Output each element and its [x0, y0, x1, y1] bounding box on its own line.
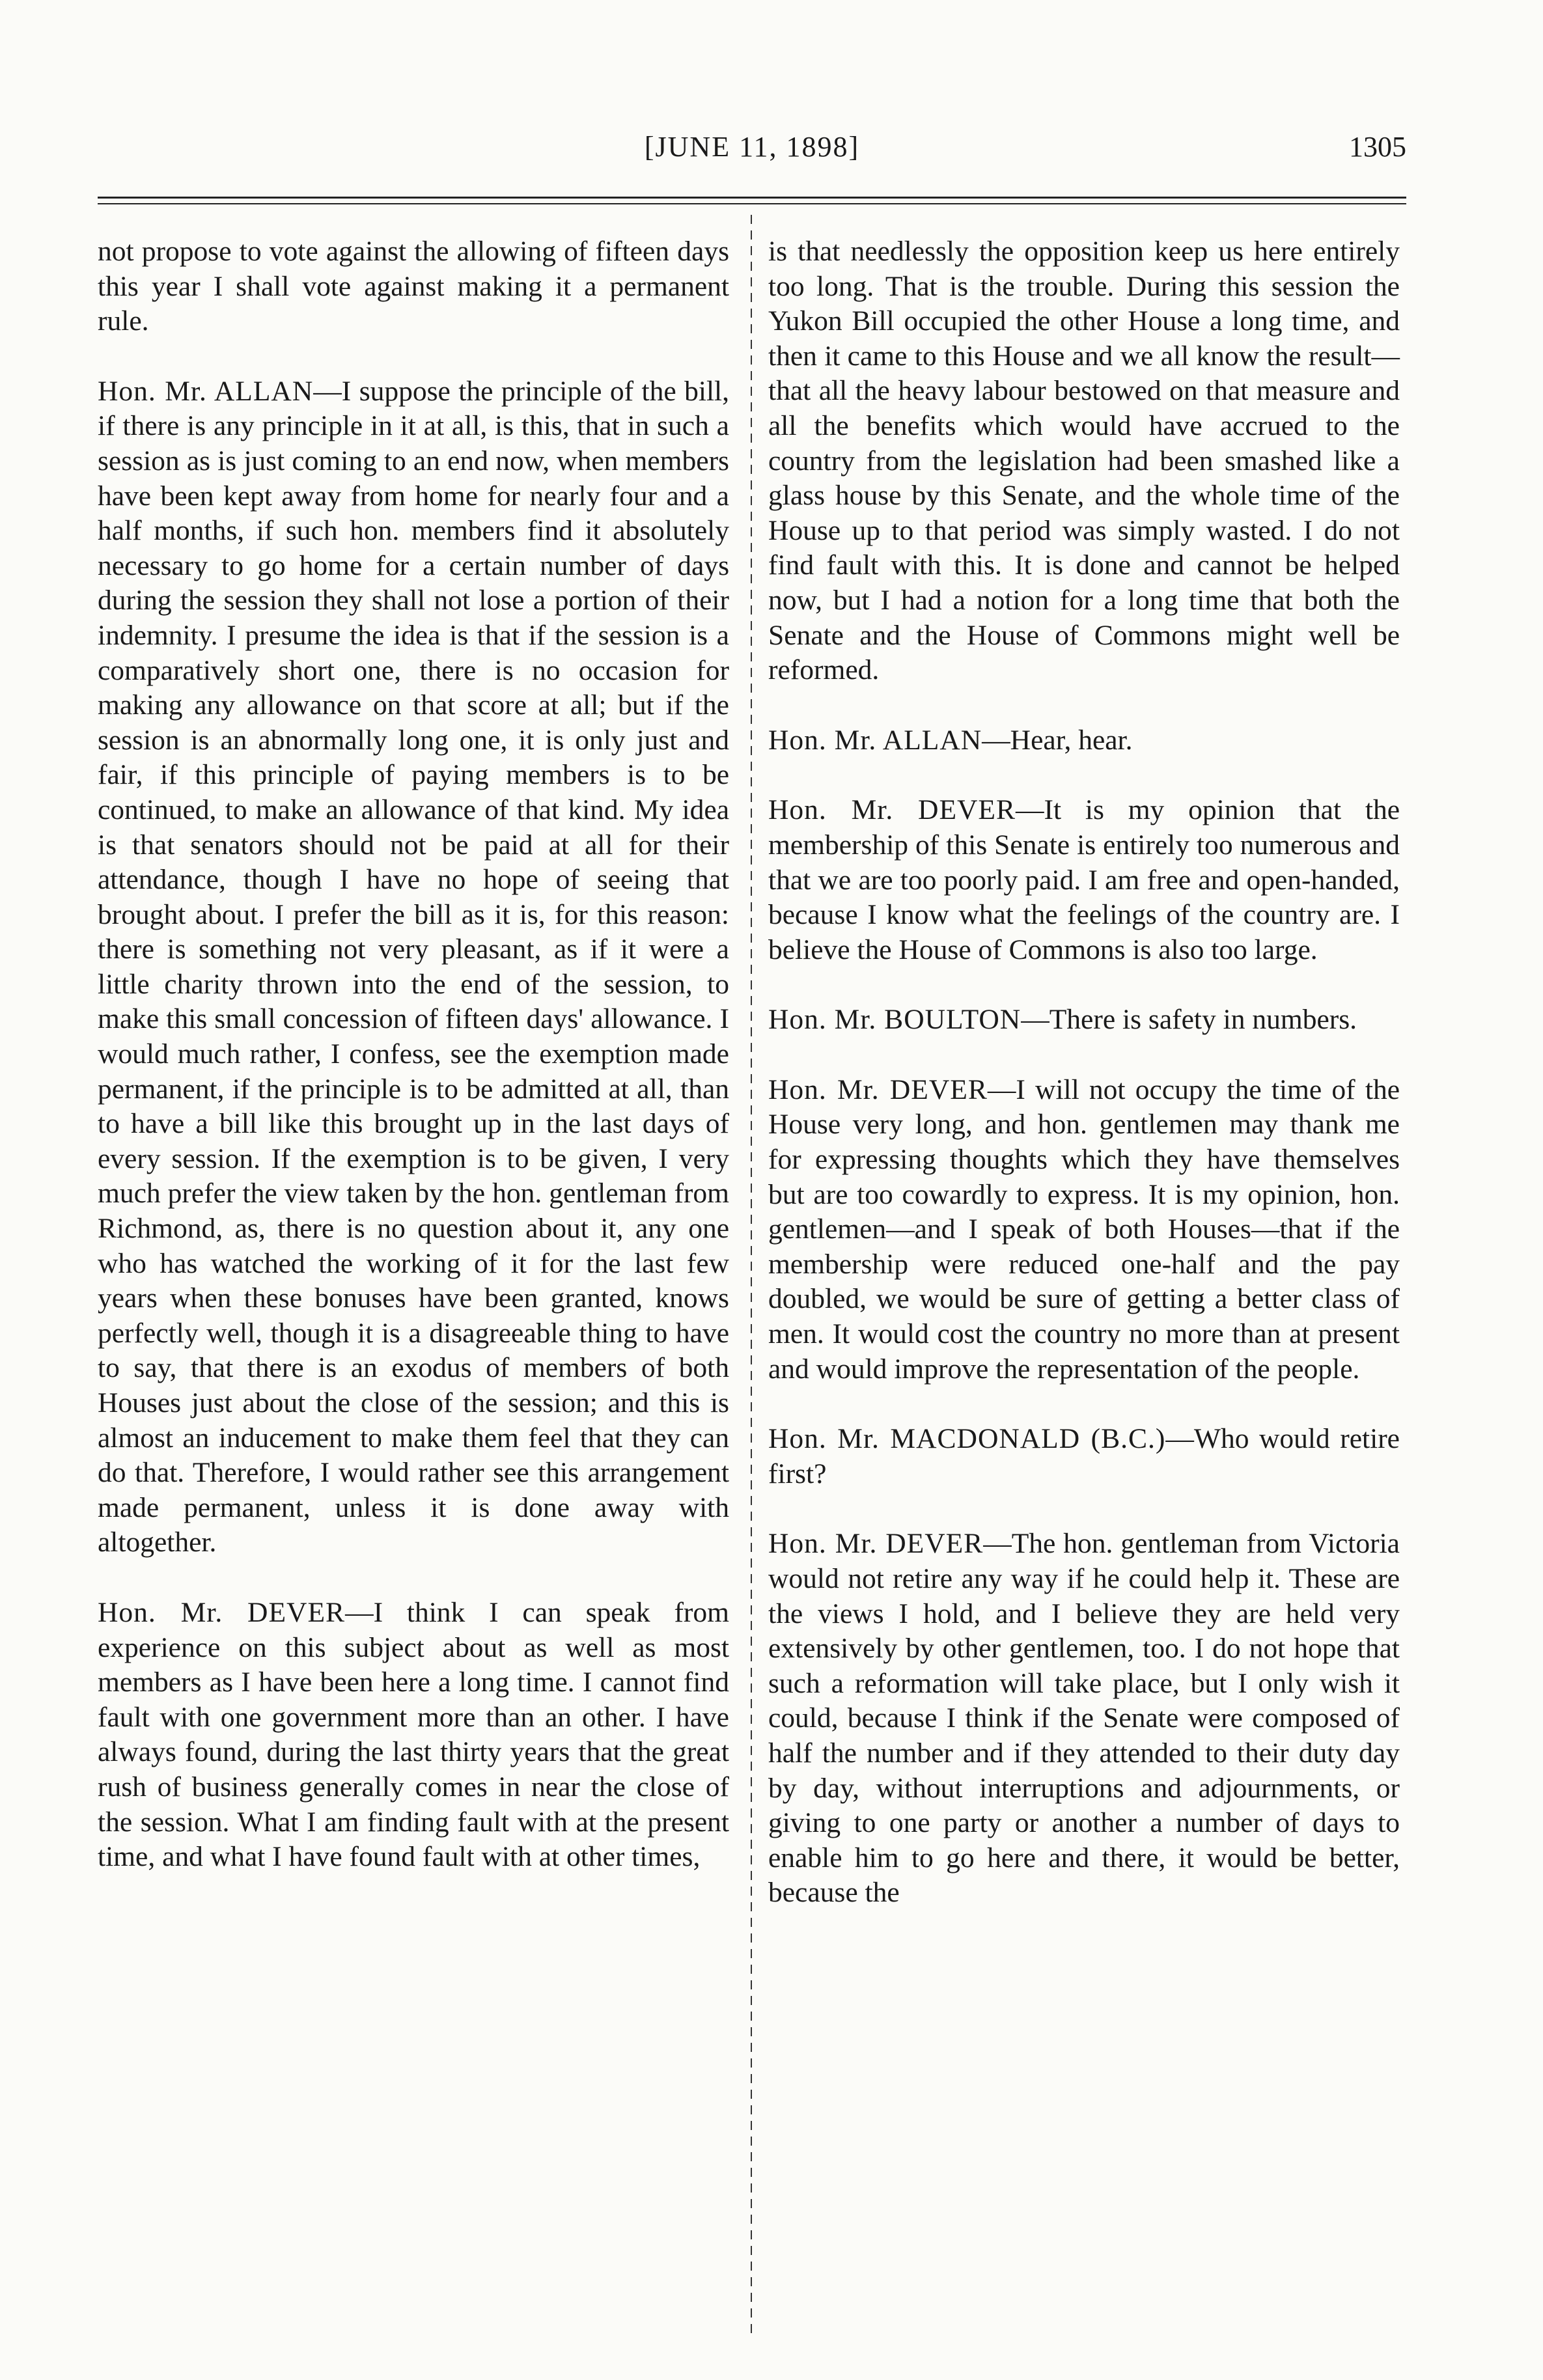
paragraph-dever: [768, 793, 1400, 967]
page-number: 1305: [1349, 131, 1406, 163]
paragraph-dever: [98, 1596, 729, 1875]
paragraph-allan: [98, 374, 729, 1560]
speaker-name: Hon. Mr. DEVER: [768, 1528, 984, 1560]
right-column: [768, 234, 1400, 1911]
left-column: [98, 234, 729, 1875]
paragraph-continuation: not propose to vote against the allowing of fifteen days this year I shall vote against making it a permanent rule.: [98, 236, 729, 337]
speech-text: —I will not occupy the time of the House very long, and hon. gentlemen may thank me for expressing thoughts which they have themselves but are too cowardly to express. It is my opinion, hon. gentlemen—and I speak of both Houses—that if the membership were reduced one-half and the pay doubled, we would be sure of getting a better class of men. It would cost the country no more than at present and would improve the representation of the people.: [768, 1073, 1400, 1385]
speech-text: —Who would retire first?: [768, 1423, 1400, 1489]
speech-text: —The hon. gentleman from Victoria would not retire any way if he could help it. These are the views I hold, and I believe they are held very extensively by other gentlemen, too. I do not hope that such a reformation will take place, but I only wish it could, because I think if the Senate were composed of half the number and if they attended to their duty day by day, without interruptions and adjournments, or giving to one party or another a number of days to enable him to go here and there, it would be better, because the: [768, 1528, 1400, 1909]
page-header: [98, 130, 1406, 176]
speech-text: —I suppose the principle of the bill, if there is any principle in it at all, is this, that in such a session as is just coming to an end now, when members have been kept away from home for nearly four and a half months, if such hon. members find it absolutely necessary to go home for a certain number of days during the session they shall not lose a portion of their indemnity. I presume the idea is that if the session is a comparatively short one, there is no occasion for making any allowance on that score at all; but if the session is an abnormally long one, it is only just and fair, if this principle of paying members is to be continued, to make an allowance of that kind. My idea is that senators should not be paid at all for their attendance, though I have no hope of seeing that brought about. I prefer the bill as it is, for this reason: there is something not very pleasant, as if it were a little charity thrown into the end of the session, to make this small concession of fifteen days' allowance. I would much rather, I confess, see the exemption made permanent, if the principle is to be admitted at all, than to have a bill like this brought up in the last days of every session. If the exemption is to be given, I very much prefer the view taken by the hon. gentleman from Richmond, as, there is no question about it, any one who has watched the working of it for the last few years when these bonuses have been granted, knows perfectly well, though it is a disagreeable thing to have to say, that there is an exodus of members of both Houses just about the close of the session; and this is almost an inducement to make them feel that they can do that. Therefore, I would rather see this arrangement made permanent, unless it is done away with altogether.: [98, 375, 729, 1558]
column-divider: [751, 215, 752, 2337]
speech-text: —Hear, hear.: [982, 724, 1133, 756]
header-date: [JUNE 11, 1898]: [644, 131, 860, 163]
speaker-name: Hon. Mr. ALLAN: [768, 724, 982, 756]
paragraph-allan: [768, 723, 1400, 758]
paragraph-dever: [768, 1073, 1400, 1387]
speaker-name: Hon. Mr. DEVER: [768, 1073, 988, 1105]
speaker-name: Hon. Mr. MACDONALD (B.C.): [768, 1423, 1166, 1455]
paragraph-dever: [768, 1527, 1400, 1911]
paragraph-boulton: [768, 1003, 1400, 1038]
paragraph-continuation: is that needlessly the opposition keep us here entirely too long. That is the trouble. During this session the Yukon Bill occupied the other House a long time, and then it came to this House and we all know the result—that all the heavy labour bestowed on that measure and all the benefits which would have accrued to the country from the legislation had been smashed like a glass house by this Senate, and the whole time of the House up to that period was simply wasted. I do not find fault with this. It is done and cannot be helped now, but I had a notion for a long time that both the Senate and the House of Commons might well be reformed.: [768, 236, 1400, 686]
speaker-name: Hon. Mr. DEVER: [768, 794, 1016, 826]
header-rule-top: [98, 197, 1406, 199]
speech-text: —It is my opinion that the membership of this Senate is entirely too numerous and that we are too poorly paid. I am free and open-handed, because I know what the feelings of the country are. I believe the House of Commons is also too large.: [768, 794, 1400, 965]
header-rule-bottom: [98, 203, 1406, 204]
paragraph-macdonald: [768, 1422, 1400, 1491]
speech-text: —There is safety in numbers.: [1021, 1004, 1357, 1036]
speech-text: —I think I can speak from experience on this subject about as well as most members as I have been here a long time. I cannot find fault with one government more than an other. I have always found, during the last thirty years that the great rush of business generally comes in near the close of the session. What I am finding fault with at the present time, and what I have found fault with at other times,: [98, 1596, 730, 1873]
speaker-name: Hon. Mr. BOULTON: [768, 1004, 1022, 1036]
speaker-name: Hon. Mr. ALLAN: [98, 375, 314, 407]
speaker-name: Hon. Mr. DEVER: [98, 1596, 346, 1628]
